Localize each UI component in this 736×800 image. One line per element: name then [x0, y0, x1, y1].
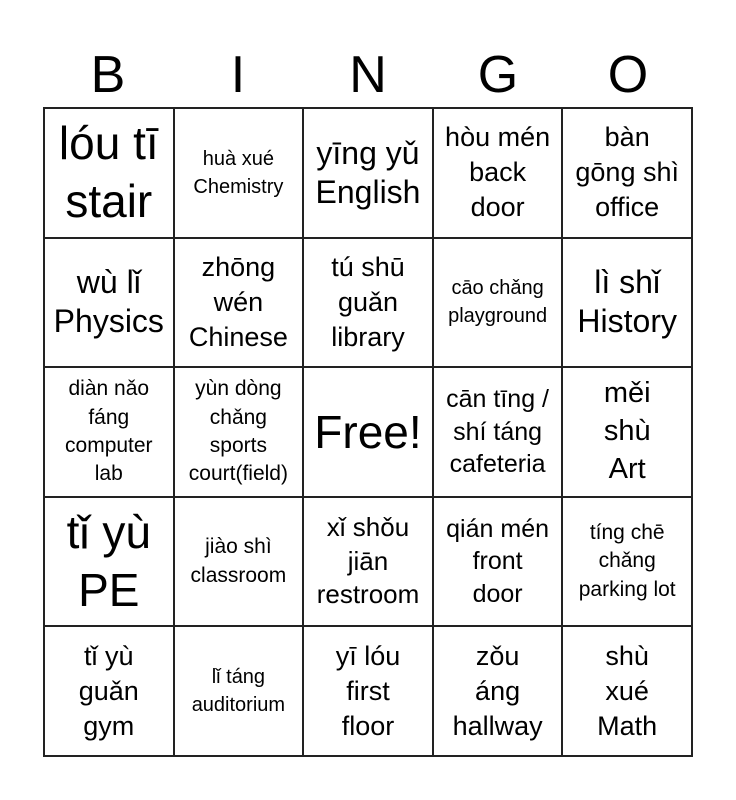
bingo-cell[interactable] — [303, 626, 433, 756]
bingo-cell[interactable] — [303, 238, 433, 368]
cell-text: měi shù Art — [603, 377, 651, 485]
cell-text: lǐ táng auditorium — [191, 666, 286, 717]
header-letter-i: I — [230, 46, 246, 104]
cell-text: bàn gōng shì office — [575, 122, 679, 223]
bingo-cell[interactable] — [44, 497, 174, 627]
cell-text: yī lóu first floor — [335, 640, 401, 741]
bingo-cell[interactable] — [174, 367, 304, 497]
cell-text: cāo chǎng playground — [448, 277, 548, 328]
bingo-cell[interactable] — [562, 626, 692, 756]
free-space-text: Free! — [314, 405, 422, 458]
bingo-cell[interactable] — [44, 367, 174, 497]
cell-text: cān tīng / shí táng cafeteria — [446, 385, 550, 479]
cell-text: tíng chē chǎng parking lot — [578, 521, 676, 601]
cell-text: wù lǐ Physics — [53, 264, 164, 340]
bingo-cell[interactable] — [562, 238, 692, 368]
bingo-cell[interactable] — [174, 238, 304, 368]
header-letter-g: G — [477, 46, 519, 104]
bingo-cell[interactable] — [562, 367, 692, 497]
cell-text: zhōng wén Chinese — [188, 251, 288, 352]
bingo-cell[interactable] — [303, 108, 433, 238]
cell-text: diàn nǎo fáng computer lab — [65, 377, 153, 486]
cell-text: lóu tī stair — [58, 117, 159, 227]
cell-text: shù xué Math — [597, 640, 658, 741]
header-letter-n: N — [349, 46, 387, 104]
bingo-cell[interactable] — [174, 626, 304, 756]
bingo-cell[interactable] — [562, 497, 692, 627]
bingo-cell[interactable] — [433, 108, 563, 238]
cell-text: qián mén front door — [446, 514, 550, 608]
cell-text: tú shū guǎn library — [331, 251, 405, 352]
bingo-cell[interactable] — [44, 108, 174, 238]
cell-text: xǐ shǒu jiān restroom — [316, 511, 420, 610]
cell-text: hòu mén back door — [445, 122, 551, 223]
bingo-cell[interactable] — [174, 108, 304, 238]
bingo-cell[interactable] — [174, 497, 304, 627]
bingo-cell[interactable] — [433, 497, 563, 627]
header-letter-b: B — [90, 46, 126, 104]
cell-text: zǒu áng hallway — [452, 640, 543, 741]
bingo-cell[interactable] — [433, 626, 563, 756]
cell-text: yīng yǔ English — [315, 134, 421, 210]
bingo-cell[interactable] — [562, 108, 692, 238]
cell-text: tǐ yù guǎn gym — [78, 640, 139, 741]
bingo-cell[interactable] — [44, 238, 174, 368]
free-space-cell[interactable] — [303, 367, 433, 497]
bingo-cell[interactable] — [303, 497, 433, 627]
cell-text: yùn dòng chǎng sports court(field) — [188, 377, 288, 486]
header-letter-o: O — [607, 46, 649, 104]
bingo-cell[interactable] — [44, 626, 174, 756]
cell-text: jiào shì classroom — [190, 535, 287, 587]
bingo-header — [43, 44, 693, 106]
bingo-cell[interactable] — [433, 238, 563, 368]
cell-text: lì shǐ History — [577, 264, 677, 340]
bingo-card — [43, 107, 693, 757]
cell-text: tǐ yù PE — [66, 506, 151, 616]
cell-text: huà xué Chemistry — [193, 147, 284, 198]
bingo-cell[interactable] — [433, 367, 563, 497]
